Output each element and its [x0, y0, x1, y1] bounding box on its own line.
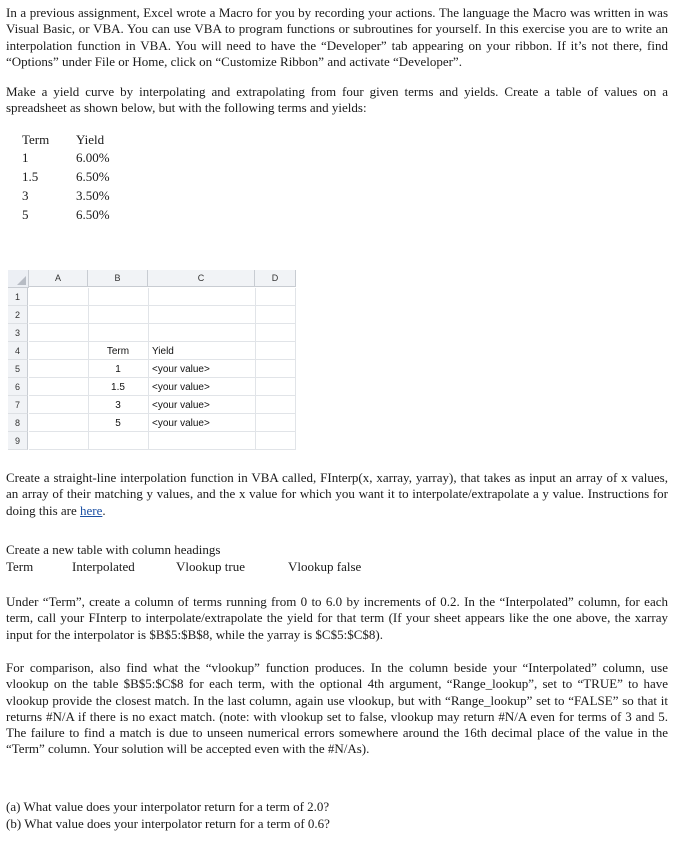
yield-table-yield-header: Yield [76, 131, 105, 147]
row-header: 9 [8, 432, 28, 450]
question-a-text: What value does your interpolator return for a term of 2.0? [23, 799, 330, 814]
assignment-page [6, 0, 668, 831]
interp-paragraph-text: Create a straight-line interpolation function in VBA called, FInterp(x, xarray, yarray), that takes as input an array of x values, an array of their matching y values, and the x value for which you want it to interpolate/extrapolate a y value. Instructions for doing this are [6, 470, 668, 518]
question-a-label: (a) [6, 799, 21, 814]
grid-line [29, 341, 296, 342]
question-b-text: What value does your interpolator return for a term of 0.6? [24, 816, 330, 831]
row-header: 4 [8, 342, 28, 360]
row-header: 8 [8, 414, 28, 432]
heading-interpolated: Interpolated [72, 559, 135, 574]
row-header: 3 [8, 324, 28, 342]
row-header: 7 [8, 396, 28, 414]
sheet-cell-yield: <your value> [152, 364, 210, 375]
sheet-cell-term-header: Term [106, 346, 130, 357]
grid-line [295, 288, 296, 450]
question-b-label: (b) [6, 816, 22, 831]
yield-table-term-header: Term [22, 131, 50, 147]
grid-line [29, 449, 296, 450]
column-header-d: D [255, 270, 296, 287]
yield-table-row [22, 206, 156, 225]
column-header-c: C [148, 270, 255, 287]
grid-line [148, 288, 149, 450]
sheet-cell-yield-header: Yield [152, 346, 174, 357]
yield-table-row [22, 187, 156, 206]
new-table-intro: Create a new table with column headings [6, 542, 221, 557]
sheet-cell-term: 1 [115, 364, 121, 375]
intro-paragraph: In a previous assignment, Excel wrote a Macro for you by recording your actions. The language the Macro was written in was Visual Basic, or VBA. You can use VBA to program functions or subroutines for yourself. In this exercise you are to write an interpolation function in VBA. You will need to have the “Developer” tab appearing on your ribbon. If it’s not there, find “Options” under File or Home, click on “Customize Ribbon” and activate “Developer”. [6, 5, 668, 69]
yield-table-row [22, 149, 156, 168]
yield-table-yield: 6.50% [76, 207, 110, 223]
yield-table-term: 5 [22, 207, 29, 223]
yield-table-term: 3 [22, 188, 29, 204]
yield-table-yield: 3.50% [76, 188, 110, 204]
spreadsheet-screenshot [8, 270, 296, 451]
interp-paragraph [6, 470, 668, 519]
heading-vlookup-true: Vlookup true [176, 559, 245, 574]
sheet-cell-term: 1.5 [111, 382, 125, 393]
column-header-a: A [29, 270, 88, 287]
row-header: 1 [8, 288, 28, 306]
column-header-b: B [88, 270, 148, 287]
sheet-cell-yield: <your value> [152, 400, 210, 411]
yield-table-term: 1 [22, 150, 29, 166]
sheet-cell-term: 5 [115, 418, 121, 429]
heading-term: Term [6, 559, 34, 574]
yield-table-yield: 6.00% [76, 150, 110, 166]
yield-intro-paragraph: Make a yield curve by interpolating and extrapolating from four given terms and yields. Create a table of values on a spreadsheet as shown below, but with the following terms and yields: [6, 84, 668, 116]
row-header: 6 [8, 378, 28, 396]
select-all-corner [8, 270, 29, 288]
term-paragraph: Under “Term”, create a column of terms running from 0 to 6.0 by increments of 0.2. In the “Interpolated” column, for each term, call your FInterp to interpolate/extrapolate the yield for that term (If your sheet appears like the one above, the xarray input for the interpolator is $B$5:$B$8, while the yarray is $C$5:$C$8). [6, 594, 668, 642]
question-a [6, 799, 329, 815]
instructions-link[interactable]: here [80, 502, 103, 518]
question-b [6, 816, 330, 832]
vlookup-paragraph: For comparison, also find what the “vlookup” function produces. In the column beside your “Interpolated” column, use vlookup on the table $B$5:$C$8 for each term, with the optional 4th argument, “Range_lookup”, set to “TRUE” to have vlookup provide the closest match. In the last column, again use vlookup, but with “Range_lookup” set to “FALSE” so that it returns #N/A if there is no exact match. (note: with vlookup set to false, vlookup may return #N/A even for terms of 3 and 5. The failure to find a match is due to unseen numerical errors somewhere around the 16th decimal place of the value in the “Term” column. Your solution will be accepted even with the #N/As). [6, 660, 668, 757]
sheet-cell-yield: <your value> [152, 418, 210, 429]
heading-vlookup-false: Vlookup false [288, 559, 362, 574]
sheet-cell-term: 3 [115, 400, 121, 411]
yield-table-header [22, 131, 156, 149]
sheet-cell-yield: <your value> [152, 382, 210, 393]
grid-line [255, 288, 256, 450]
row-header: 5 [8, 360, 28, 378]
grid-line [29, 305, 296, 306]
row-header: 2 [8, 306, 28, 324]
grid-line [29, 323, 296, 324]
yield-table-term: 1.5 [22, 169, 39, 185]
select-all-triangle-icon [17, 276, 26, 285]
yield-table [22, 131, 156, 225]
interp-paragraph-end: . [102, 502, 106, 518]
yield-table-yield: 6.50% [76, 169, 110, 185]
yield-table-row [22, 168, 156, 187]
